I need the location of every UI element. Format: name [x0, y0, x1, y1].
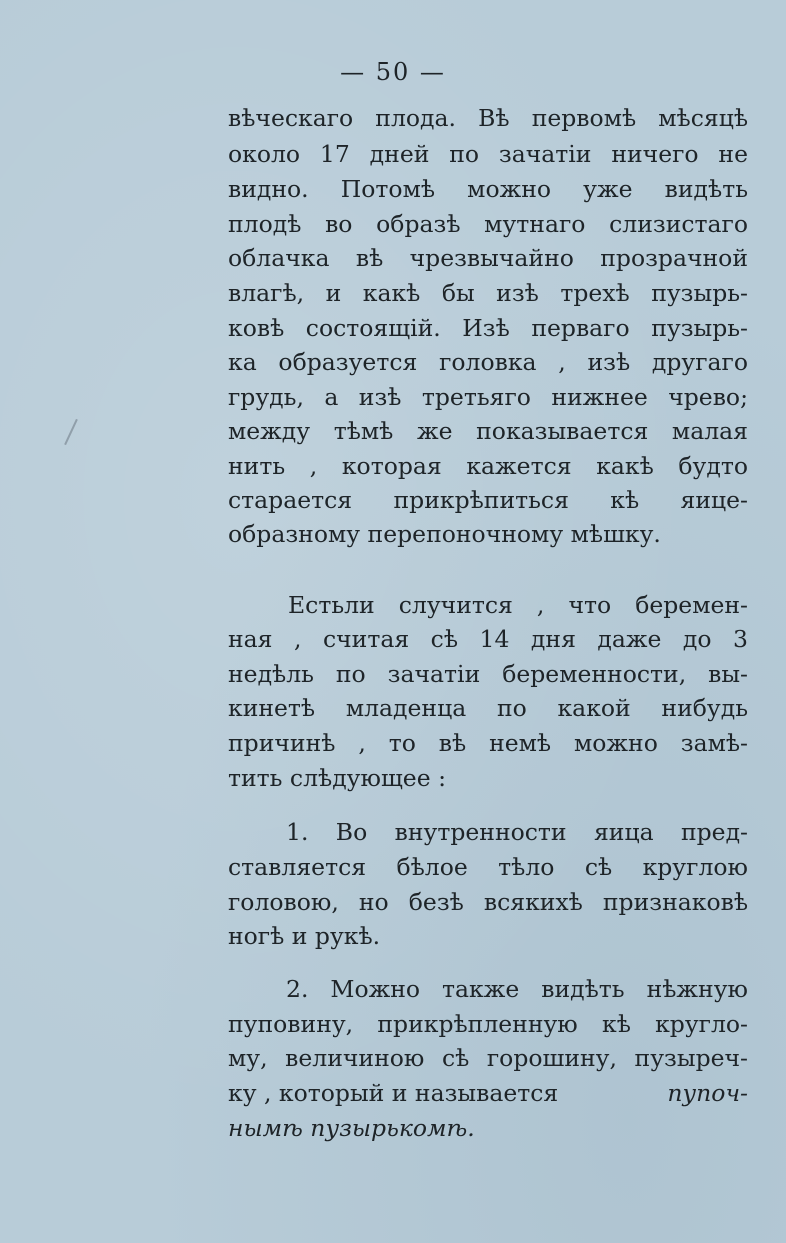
text-line: около 17 дней по зачатіи ничего не [228, 140, 748, 168]
text-line: грудь, а изѣ третьяго нижнее чрево; [228, 383, 748, 411]
text-line: головою, но безѣ всякихѣ признаковѣ [228, 888, 748, 916]
text-line: плодѣ во образѣ мутнаго слизистаго [228, 210, 748, 238]
text-line-roman: ку , который и называется [228, 1079, 559, 1107]
text-line: образному перепоночному мѣшку. [228, 520, 661, 548]
text-line: старается прикрѣпиться кѣ яице- [228, 486, 748, 514]
text-line: влагѣ, и какѣ бы изѣ трехѣ пузырь- [228, 279, 748, 307]
italic-term-start: пупоч- [667, 1079, 748, 1107]
text-line: ногѣ и рукѣ. [228, 922, 381, 950]
text-line: 2. Можно также видѣть нѣжную [286, 975, 748, 1003]
text-line: тить слѣдующее : [228, 764, 446, 792]
margin-pencil-mark [64, 419, 78, 445]
text-line: вѣческаго плода. Вѣ первомѣ мѣсяцѣ [228, 104, 748, 132]
text-line: причинѣ , то вѣ немѣ можно замѣ- [228, 729, 748, 757]
text-line: му, величиною сѣ горошину, пузыреч- [228, 1044, 748, 1072]
page-number: — 50 — [340, 58, 446, 86]
text-line: ка образуется головка , изѣ другаго [228, 348, 748, 376]
text-line: видно. Потомѣ можно уже видѣть [228, 175, 748, 203]
text-line [228, 1078, 748, 1110]
text-line: нить , которая кажется какѣ будто [228, 452, 748, 480]
text-line: между тѣмѣ же показывается малая [228, 417, 748, 445]
text-line: ковѣ состоящій. Изѣ перваго пузырь- [228, 314, 748, 342]
text-line: ставляется бѣлое тѣло сѣ круглою [228, 853, 748, 881]
text-line: недѣль по зачатіи беременности, вы- [228, 660, 748, 688]
italic-term-line: нымѣ пузырькомѣ. [228, 1114, 475, 1142]
text-line: ная , считая сѣ 14 дня даже до 3 [228, 625, 748, 653]
text-line: 1. Во внутренности яица пред- [286, 818, 748, 846]
text-line: Естьли случится , что беремен- [288, 591, 748, 619]
text-line: кинетѣ младенца по какой нибудь [228, 694, 748, 722]
text-line: пуповину, прикрѣпленную кѣ кругло- [228, 1010, 748, 1038]
text-line: облачка вѣ чрезвычайно прозрачной [228, 244, 748, 272]
